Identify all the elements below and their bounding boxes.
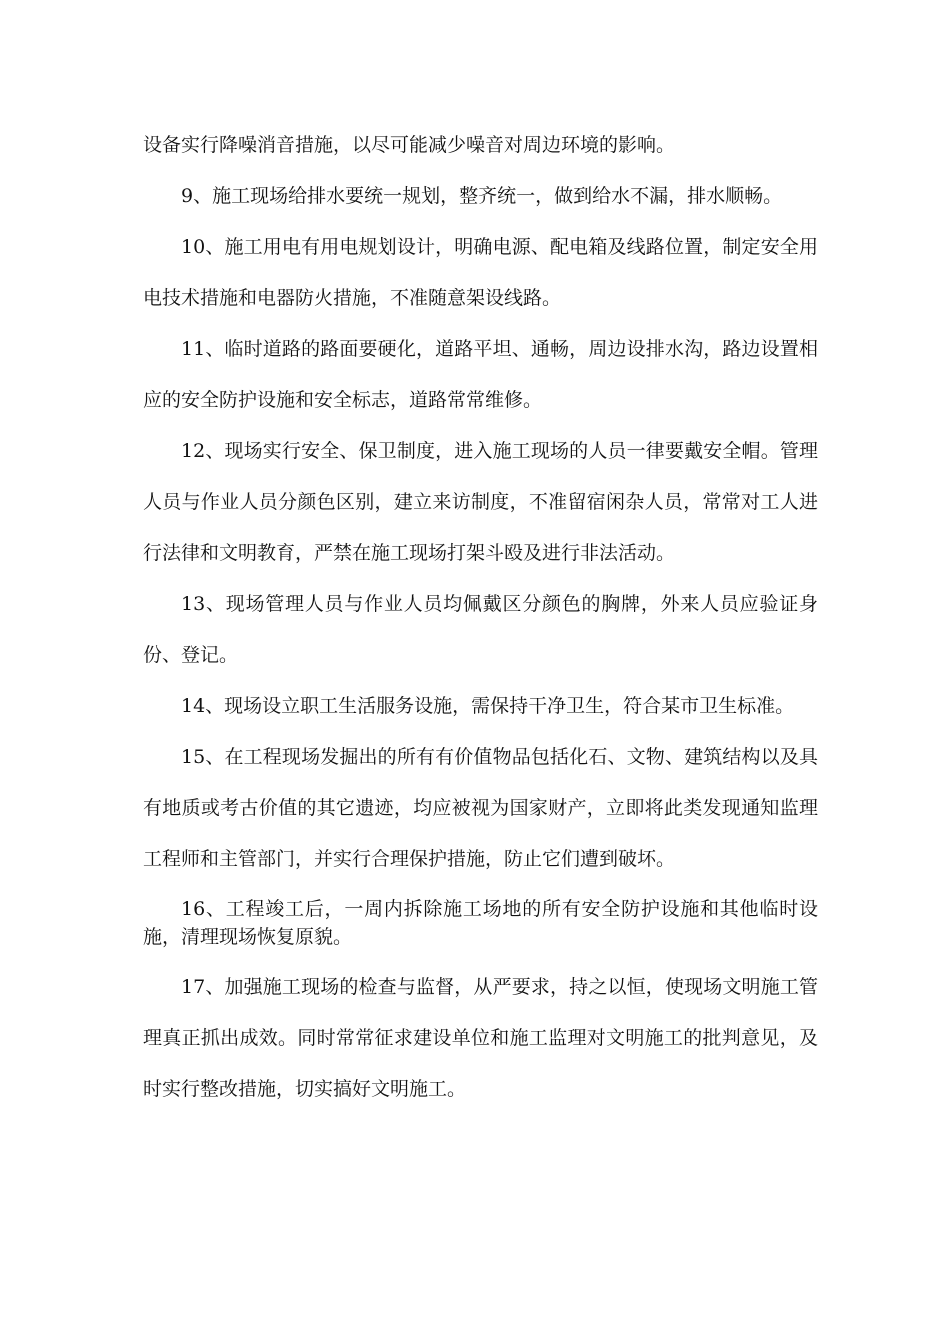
paragraph-item-10: 10、施工用电有用电规划设计，明确电源、配电箱及线路位置，制定安全用电技术措施和电器防火措施，不准随意架设线路。: [143, 236, 818, 309]
document-body: [143, 120, 818, 1115]
paragraph-item-11: 11、临时道路的路面要硬化，道路平坦、通畅，周边设排水沟，路边设置相应的安全防护设施和安全标志，道路常常维修。: [143, 338, 818, 411]
paragraph-item-9: 9、施工现场给排水要统一规划，整齐统一，做到给水不漏，排水顺畅。: [181, 185, 783, 207]
paragraph-item-17: 17、加强施工现场的检查与监督，从严要求，持之以恒，使现场文明施工管理真正抓出成效。同时常常征求建设单位和施工监理对文明施工的批判意见，及时实行整改措施，切实搞好文明施工。: [143, 976, 818, 1100]
paragraph-continuation: 设备实行降噪消音措施，以尽可能减少噪音对周边环境的影响。: [143, 134, 676, 156]
paragraph-item-13: 13、现场管理人员与作业人员均佩戴区分颜色的胸牌，外来人员应验证身份、登记。: [143, 593, 818, 666]
paragraph-item-15: 15、在工程现场发掘出的所有有价值物品包括化石、文物、建筑结构以及具有地质或考古价值的其它遗迹，均应被视为国家财产，立即将此类发现通知监理工程师和主管部门，并实行合理保护措施，防止它们遭到破坏。: [143, 746, 818, 870]
paragraph-item-14: 14、现场设立职工生活服务设施，需保持干净卫生，符合某市卫生标准。: [181, 695, 795, 717]
paragraph-item-16: 16、工程竣工后，一周内拆除施工场地的所有安全防护设施和其他临时设施，清理现场恢复原貌。: [143, 898, 818, 948]
paragraph-item-12: 12、现场实行安全、保卫制度，进入施工现场的人员一律要戴安全帽。管理人员与作业人员分颜色区别，建立来访制度，不准留宿闲杂人员，常常对工人进行法律和文明教育，严禁在施工现场打架斗殴及进行非法活动。: [143, 440, 818, 564]
